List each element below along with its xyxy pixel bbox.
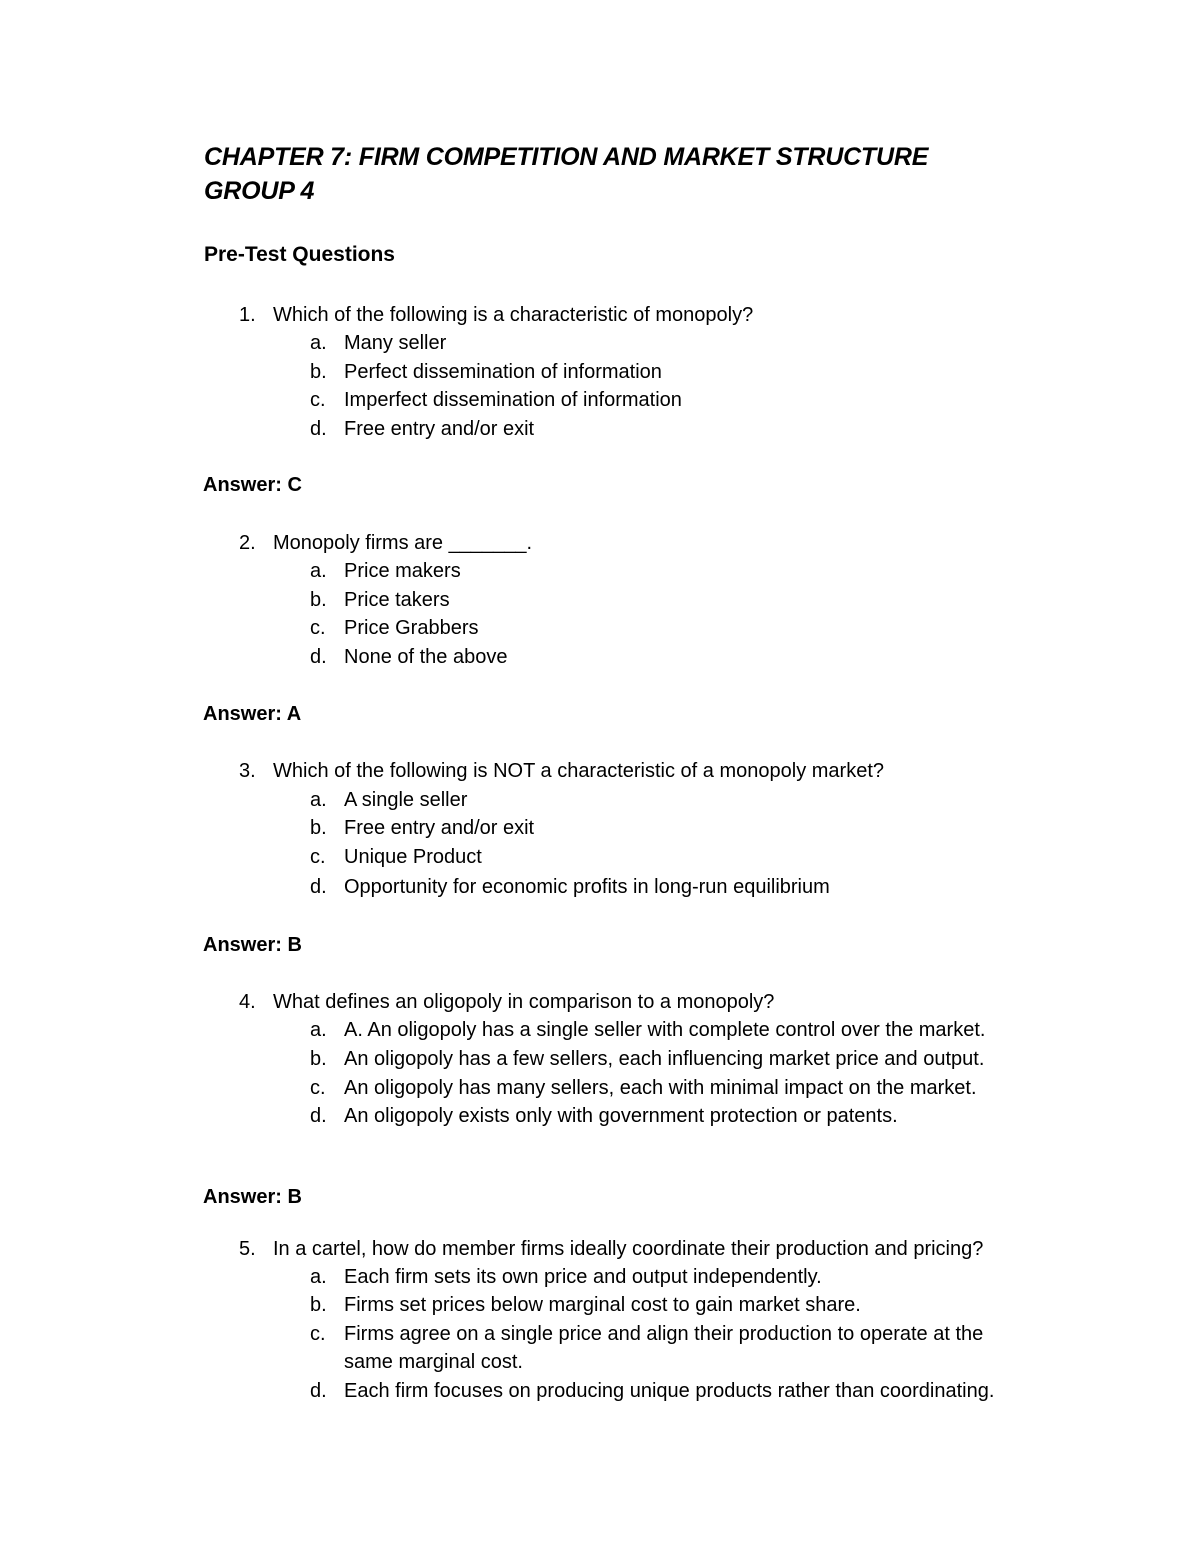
answer-4: Answer: B [203, 1186, 302, 1208]
option-letter: a. [310, 1019, 327, 1041]
answer-1: Answer: C [203, 474, 302, 496]
option-letter: a. [310, 789, 327, 811]
option-text-continuation: same marginal cost. [344, 1351, 523, 1373]
option-text: Perfect dissemination of information [344, 361, 662, 383]
option-text: Each firm focuses on producing unique products rather than coordinating. [344, 1380, 995, 1402]
option-letter: c. [310, 846, 326, 868]
option-text: Imperfect dissemination of information [344, 389, 682, 411]
option-text: A. An oligopoly has a single seller with complete control over the market. [344, 1019, 986, 1041]
option-letter: c. [310, 1077, 326, 1099]
option-text: A single seller [344, 789, 468, 811]
option-text: An oligopoly has a few sellers, each influencing market price and output. [344, 1048, 985, 1070]
option-text: Opportunity for economic profits in long-run equilibrium [344, 876, 830, 898]
answer-3: Answer: B [203, 934, 302, 956]
option-letter: b. [310, 1048, 327, 1070]
option-letter: a. [310, 332, 327, 354]
option-text: Free entry and/or exit [344, 418, 535, 440]
option-text: An oligopoly has many sellers, each with minimal impact on the market. [344, 1077, 977, 1099]
question-number: 5. [239, 1238, 256, 1260]
option-letter: a. [310, 1266, 327, 1288]
question-text: Monopoly firms are _______. [273, 532, 533, 554]
option-letter: d. [310, 418, 327, 440]
question-text: Which of the following is a characteristic of monopoly? [273, 304, 754, 326]
option-text: Unique Product [344, 846, 482, 868]
option-letter: d. [310, 876, 327, 898]
question-number: 2. [239, 532, 256, 554]
option-text: Price Grabbers [344, 617, 479, 639]
option-letter: a. [310, 560, 327, 582]
group-title: GROUP 4 [204, 177, 315, 205]
section-heading: Pre-Test Questions [204, 243, 395, 266]
option-text: Firms set prices below marginal cost to gain market share. [344, 1294, 861, 1316]
option-text: Free entry and/or exit [344, 817, 535, 839]
option-letter: d. [310, 1380, 327, 1402]
option-text: An oligopoly exists only with government protection or patents. [344, 1105, 898, 1127]
option-text: Many seller [344, 332, 447, 354]
option-letter: c. [310, 389, 326, 411]
option-letter: b. [310, 361, 327, 383]
option-text: Each firm sets its own price and output independently. [344, 1266, 822, 1288]
option-text: None of the above [344, 646, 508, 668]
question-number: 3. [239, 760, 256, 782]
option-letter: b. [310, 589, 327, 611]
option-text: Price takers [344, 589, 450, 611]
option-letter: b. [310, 817, 327, 839]
option-text: Price makers [344, 560, 461, 582]
question-text: What defines an oligopoly in comparison to a monopoly? [273, 991, 775, 1013]
option-letter: d. [310, 1105, 327, 1127]
chapter-title: CHAPTER 7: FIRM COMPETITION AND MARKET STRUCTURE [204, 143, 929, 171]
question-text: Which of the following is NOT a characteristic of a monopoly market? [273, 760, 884, 782]
question-number: 4. [239, 991, 256, 1013]
option-letter: d. [310, 646, 327, 668]
option-text: Firms agree on a single price and align their production to operate at the [344, 1323, 984, 1345]
answer-2: Answer: A [203, 703, 302, 725]
option-letter: c. [310, 617, 326, 639]
option-letter: b. [310, 1294, 327, 1316]
question-number: 1. [239, 304, 256, 326]
question-text: In a cartel, how do member firms ideally coordinate their production and pricing? [273, 1238, 984, 1260]
option-letter: c. [310, 1323, 326, 1345]
